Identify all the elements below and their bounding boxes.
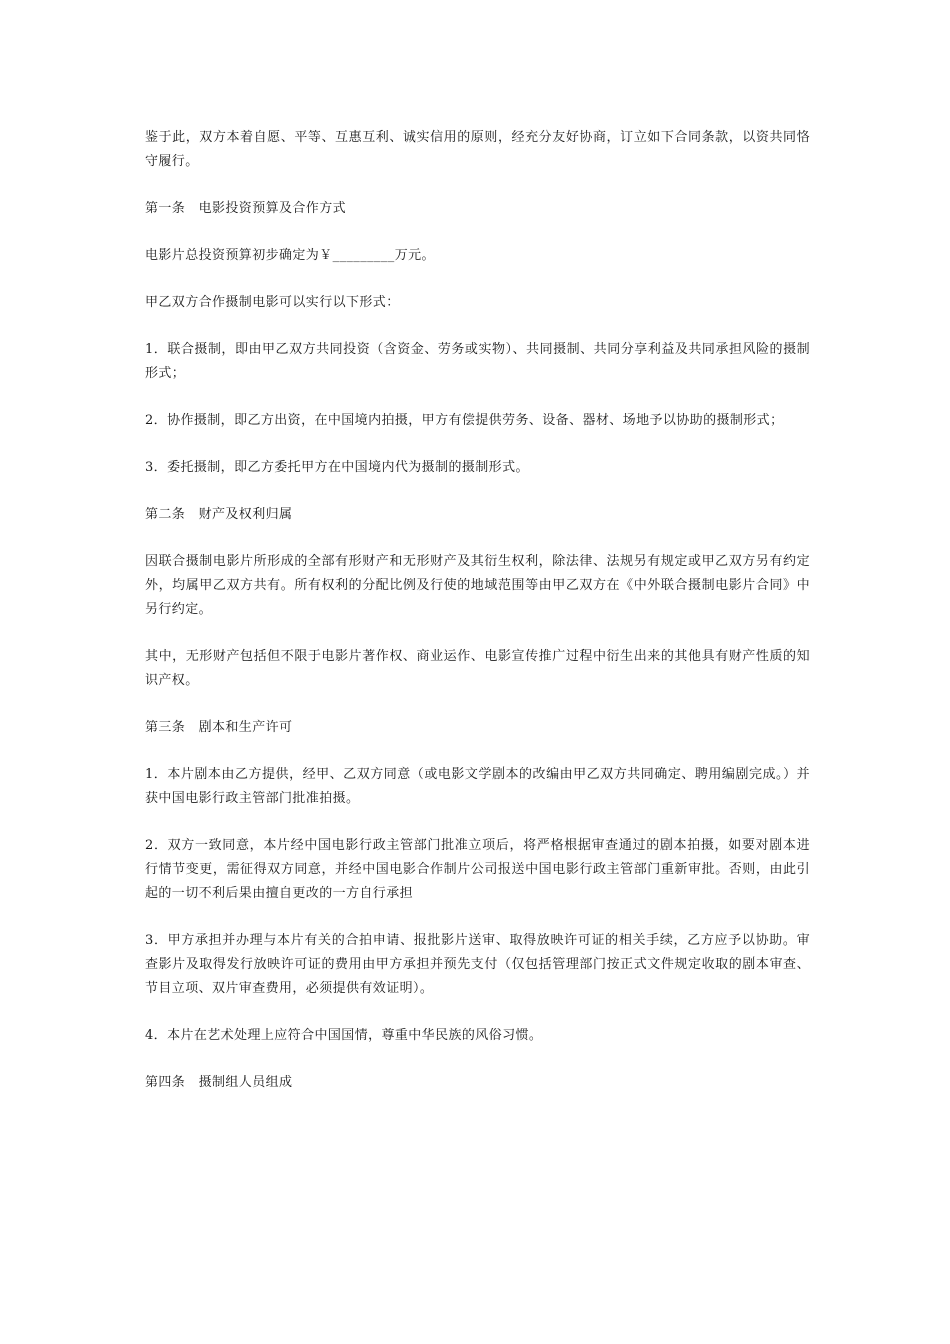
paragraph-form-2: 2．协作摄制，即乙方出资，在中国境内拍摄，甲方有偿提供劳务、设备、器材、场地予以协助的摄制形式； [145,413,784,428]
paragraph-script-4: 4．本片在艺术处理上应符合中国国情，尊重中华民族的风俗习惯。 [145,1028,543,1043]
paragraph-property: 因联合摄制电影片所形成的全部有形财产和无形财产及其衍生权利，除法律、法规另有规定或甲乙双方另有约定外，均属甲乙双方共有。所有权利的分配比例及行使的地域范围等由甲乙双方在《中外联合摄制电影片合同》中另行约定。 [145,554,810,617]
paragraph-forms-intro: 甲乙双方合作摄制电影可以实行以下形式： [145,295,400,310]
article-2-heading: 第二条 财产及权利归属 [145,507,293,522]
paragraph-form-3: 3．委托摄制，即乙方委托甲方在中国境内代为摄制的摄制形式。 [145,460,529,475]
paragraph-budget: 电影片总投资预算初步确定为￥_________万元。 [145,248,435,263]
article-3-heading: 第三条 剧本和生产许可 [145,720,293,735]
paragraph-script-1: 1．本片剧本由乙方提供，经甲、乙双方同意（或电影文学剧本的改编由甲乙双方共同确定、聘用编剧完成。）并获中国电影行政主管部门批准拍摄。 [145,767,810,806]
paragraph-script-2: 2．双方一致同意，本片经中国电影行政主管部门批准立项后，将严格根据审查通过的剧本拍摄，如要对剧本进行情节变更，需征得双方同意，并经中国电影合作制片公司报送中国电影行政主管部门重新审批。否则，由此引起的一切不利后果由擅自更改的一方自行承担 [145,838,810,901]
article-4-heading: 第四条 摄制组人员组成 [145,1075,293,1090]
paragraph-form-1: 1．联合摄制，即由甲乙双方共同投资（含资金、劳务或实物）、共同摄制、共同分享利益及共同承担风险的摄制形式； [145,342,810,381]
paragraph-preamble: 鉴于此，双方本着自愿、平等、互惠互利、诚实信用的原则，经充分友好协商，订立如下合同条款，以资共同恪守履行。 [145,130,810,169]
paragraph-intangible: 其中，无形财产包括但不限于电影片著作权、商业运作、电影宣传推广过程中衍生出来的其他具有财产性质的知识产权。 [145,649,810,688]
document-page [145,126,810,1118]
paragraph-script-3: 3．甲方承担并办理与本片有关的合拍申请、报批影片送审、取得放映许可证的相关手续，乙方应予以协助。审查影片及取得发行放映许可证的费用由甲方承担并预先支付（仅包括管理部门按正式文件规定收取的剧本审查、节目立项、双片审查费用，必须提供有效证明）。 [145,933,810,996]
article-1-heading: 第一条 电影投资预算及合作方式 [145,201,347,216]
